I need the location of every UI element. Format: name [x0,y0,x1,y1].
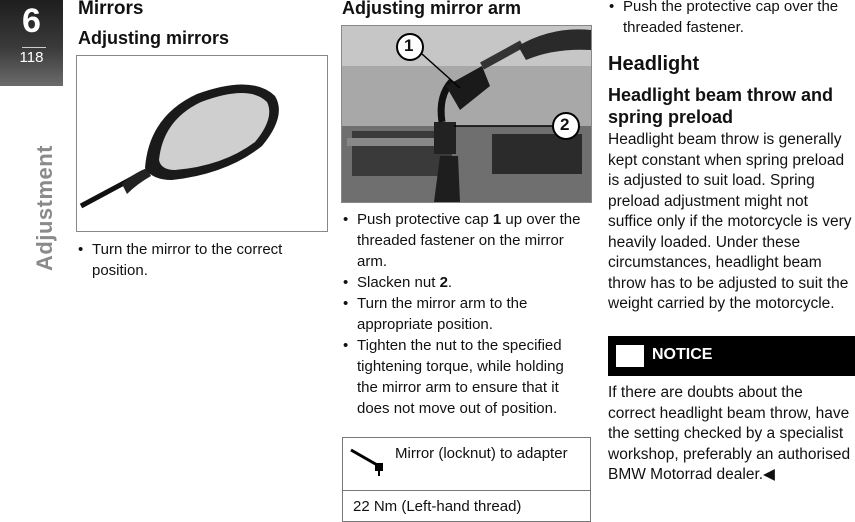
callout-2: 2 [560,115,570,134]
notice-text: If there are doubts about the correct headlight beam throw, have the setting checked by a specialist workshop, preferably an authorised BMW Motorrad dealer.◀ [608,384,851,483]
side-chapter-label: Adjustment [32,145,57,271]
mirror-steps-list [78,239,323,281]
body-text-beam-throw: Headlight beam throw is generally kept constant when spring preload is adjusted to suit load. Spring preload adjustment might not suffice only if the motorcycle is very heavily loaded. Under these circumstances, headlight beam throw has to be adjusted to suit the weight carried by the motorcycle. [608,131,852,312]
list-item: • Push the protective cap over the threaded fastener. [609,0,849,38]
chapter-number: 6 [22,2,41,40]
notice-banner [608,336,855,376]
list-item: • Slacken nut 2. [343,272,585,293]
subsection-title-adjusting-mirrors: Adjusting mirrors [78,28,230,48]
divider [343,490,590,491]
torque-label: Mirror (locknut) to adapter [395,445,568,462]
mirror-arm-photo [341,25,592,203]
list-item: • Tighten the nut to the specified tightening torque, while holding the mirror arm to ensure that it does not move out of position. [343,335,585,419]
section-title-mirrors: Mirrors [78,0,144,19]
list-item: • Turn the mirror to the correct position. [78,239,323,281]
list-item: • Push protective cap 1 up over the threaded fastener on the mirror arm. [343,209,585,272]
section-title-headlight: Headlight [608,53,700,75]
chapter-tab [0,0,63,86]
page-number: 118 [19,49,44,66]
mirror-arm-steps-list [343,209,585,419]
notice-hand-icon [616,345,644,367]
list-item: • Turn the mirror arm to the appropriate position. [343,293,585,335]
mirror-illustration [76,55,328,232]
divider [22,47,46,48]
cap-step-list [609,0,849,38]
section-title-mirror-arm: Adjusting mirror arm [342,0,522,18]
torque-value: 22 Nm (Left-hand thread) [353,498,522,515]
notice-label: NOTICE [652,346,713,363]
callout-1: 1 [404,36,414,55]
torque-spec-box [342,437,591,522]
subsection-title-beam-throw: Headlight beam throw and spring preload [608,85,834,127]
torque-wrench-icon [349,446,387,482]
